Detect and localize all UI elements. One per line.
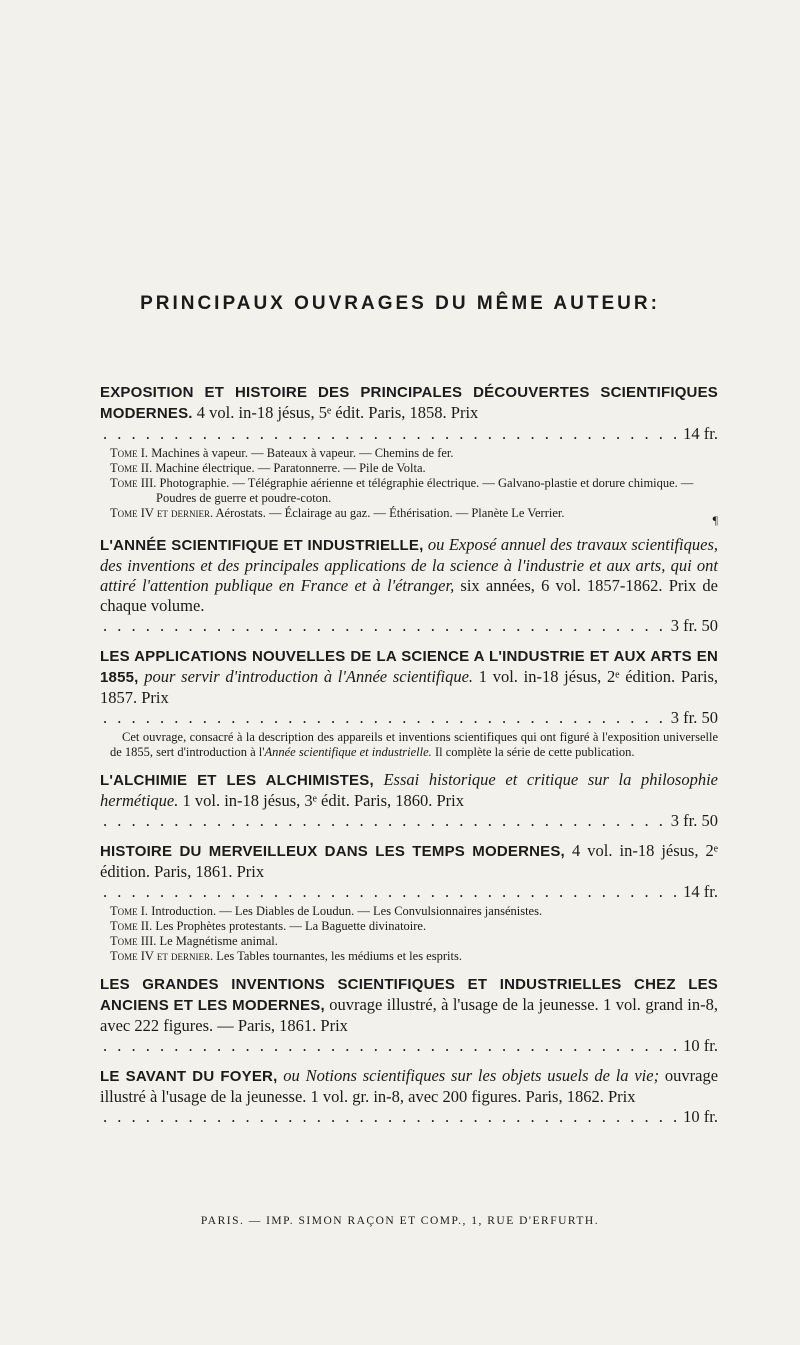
price-line [100,1036,718,1056]
tome-item [110,476,718,506]
entry-title: L'ALCHIMIE ET LES ALCHIMISTES, [100,772,374,789]
entry-body [100,382,718,424]
entry-price: 3 fr. 50 [670,811,718,830]
entry-details: six années, 6 vol. 1857-1862. Prix de chaque volume. [100,576,719,615]
tome-label: Tome III. [110,476,157,490]
note-text: Il complète la série de cette publication. [431,745,635,759]
entry-details: 4 vol. in-18 jésus, 5ᵉ édit. Paris, 1858. Prix [196,403,479,422]
book-entry-alchimie [100,770,718,831]
entry-title: EXPOSITION ET HISTOIRE DES PRINCIPALES DÉCOUVERTES SCIENTIFIQUES MODERNES. [100,384,718,422]
tome-item [110,461,718,476]
entry-title: L'ANNÉE SCIENTIFIQUE ET INDUSTRIELLE, [100,537,424,554]
entry-body [100,535,718,616]
tome-text: Introduction. — Les Diables de Loudun. — Les Convulsionnaires jansénistes. [151,904,543,918]
entry-price: 3 fr. 50 [670,708,718,727]
entry-title: HISTOIRE DU MERVEILLEUX DANS LES TEMPS MODERNES, [100,843,565,860]
book-entry-applications [100,646,718,760]
tome-item [110,919,718,934]
tome-label: Tome II. [110,461,153,475]
entry-title: LES GRANDES INVENTIONS SCIENTIFIQUES ET INDUSTRIELLES CHEZ LES ANCIENS ET LES MODERNES, [100,976,718,1014]
tome-list [110,446,718,525]
book-entry-exposition [100,382,718,525]
tome-text: Machine électrique. — Paratonnerre. — Pile de Volta. [155,461,426,475]
tome-item [110,904,718,919]
entry-body [100,841,718,882]
entry-body [100,646,718,708]
tome-label: Tome IV et dernier. [110,506,214,520]
entry-price: 14 fr. [683,882,718,901]
book-entry-annee-scientifique [100,535,718,636]
entry-price: 14 fr. [683,424,718,443]
entry-details: ouvrage illustré à l'usage de la jeunesse. 1 vol. gr. in-8, avec 200 figures. Paris, 1862. Prix [100,1066,719,1106]
tome-item [110,934,718,949]
entry-note [110,730,718,760]
entry-subtitle: ou Notions scientifiques sur les objets usuels de la vie; [283,1066,660,1085]
entry-details: 1 vol. in-18 jésus, 2ᵉ édition. Paris, 1857. Prix [100,667,718,707]
entry-details: 4 vol. in-18 jésus, 2ᵉ édition. Paris, 1861. Prix [100,841,718,881]
entry-title: LE SAVANT DU FOYER, [100,1068,278,1085]
printer-imprint: PARIS. — IMP. SIMON RAÇON ET COMP., 1, RUE D'ERFURTH. [200,1215,600,1227]
tome-label: Tome I. [110,446,149,460]
book-entry-savant-du-foyer [100,1066,718,1127]
entry-price: 10 fr. [683,1107,718,1126]
price-line [100,708,718,728]
dot-leader [103,708,668,728]
entry-price: 10 fr. [683,1036,718,1055]
end-mark: ¶ [712,513,718,527]
tome-item [110,949,718,964]
tome-text: Les Prophètes protestants. — La Baguette divinatoire. [155,919,427,933]
entry-body [100,974,718,1036]
dot-leader [103,1036,680,1056]
book-entry-grandes-inventions [100,974,718,1056]
tome-text: Les Tables tournantes, les médiums et les esprits. [216,949,462,963]
entry-price: 3 fr. 50 [670,616,718,635]
tome-text: Aérostats. — Éclairage au gaz. — Éthérisation. — Planète Le Verrier. [215,506,565,520]
entry-subtitle: pour servir d'introduction à l'Année scientifique. [144,667,474,686]
entry-details: ouvrage illustré, à l'usage de la jeunesse. 1 vol. grand in-8, avec 222 figures. — Paris, 1861. Prix [100,995,719,1035]
tome-label: Tome I. [110,904,149,918]
note-italic: Année scientifique et industrielle. [264,745,432,759]
dot-leader [103,616,668,636]
tome-text: Photographie. — Télégraphie aérienne et télégraphie électrique. — Galvano-plastie et dorure chimique. — Poudres de guerre et poudre-coton. [156,476,694,505]
dot-leader [103,882,680,902]
page-heading: PRINCIPAUX OUVRAGES DU MÊME AUTEUR: [140,293,660,314]
tome-label: Tome II. [110,919,153,933]
dot-leader [103,1107,680,1127]
tome-list [110,904,718,964]
book-list [100,382,718,1137]
entry-subtitle: Essai historique et critique sur la philosophie hermétique. [100,770,718,810]
price-line [100,1107,718,1127]
book-entry-merveilleux [100,841,718,964]
tome-text: Machines à vapeur. — Bateaux à vapeur. — Chemins de fer. [151,446,454,460]
dot-leader [103,424,680,444]
price-line [100,811,718,831]
entry-body [100,770,718,811]
tome-text: Le Magnétisme animal. [159,934,278,948]
price-line [100,882,718,902]
entry-body [100,1066,718,1107]
tome-label: Tome III. [110,934,157,948]
tome-label: Tome IV et dernier. [110,949,214,963]
entry-details: 1 vol. in-18 jésus, 3ᵉ édit. Paris, 1860. Prix [182,791,464,810]
entry-title: LES APPLICATIONS NOUVELLES DE LA SCIENCE A L'INDUSTRIE ET AUX ARTS EN 1855, [100,648,718,686]
price-line [100,424,718,444]
price-line [100,616,718,636]
note-text: Cet ouvrage, consacré à la description des appareils et inventions scientifiques qui ont figuré à l'exposition universelle de 1855, sert d'introduction à l' [110,730,718,759]
entry-subtitle: ou Exposé annuel des travaux scientifiques, des inventions et des principales applications de la science à l'industrie et aux arts, qui ont attiré l'attention publique en France et à l'étranger, [100,535,718,595]
tome-item [110,446,718,461]
dot-leader [103,811,668,831]
